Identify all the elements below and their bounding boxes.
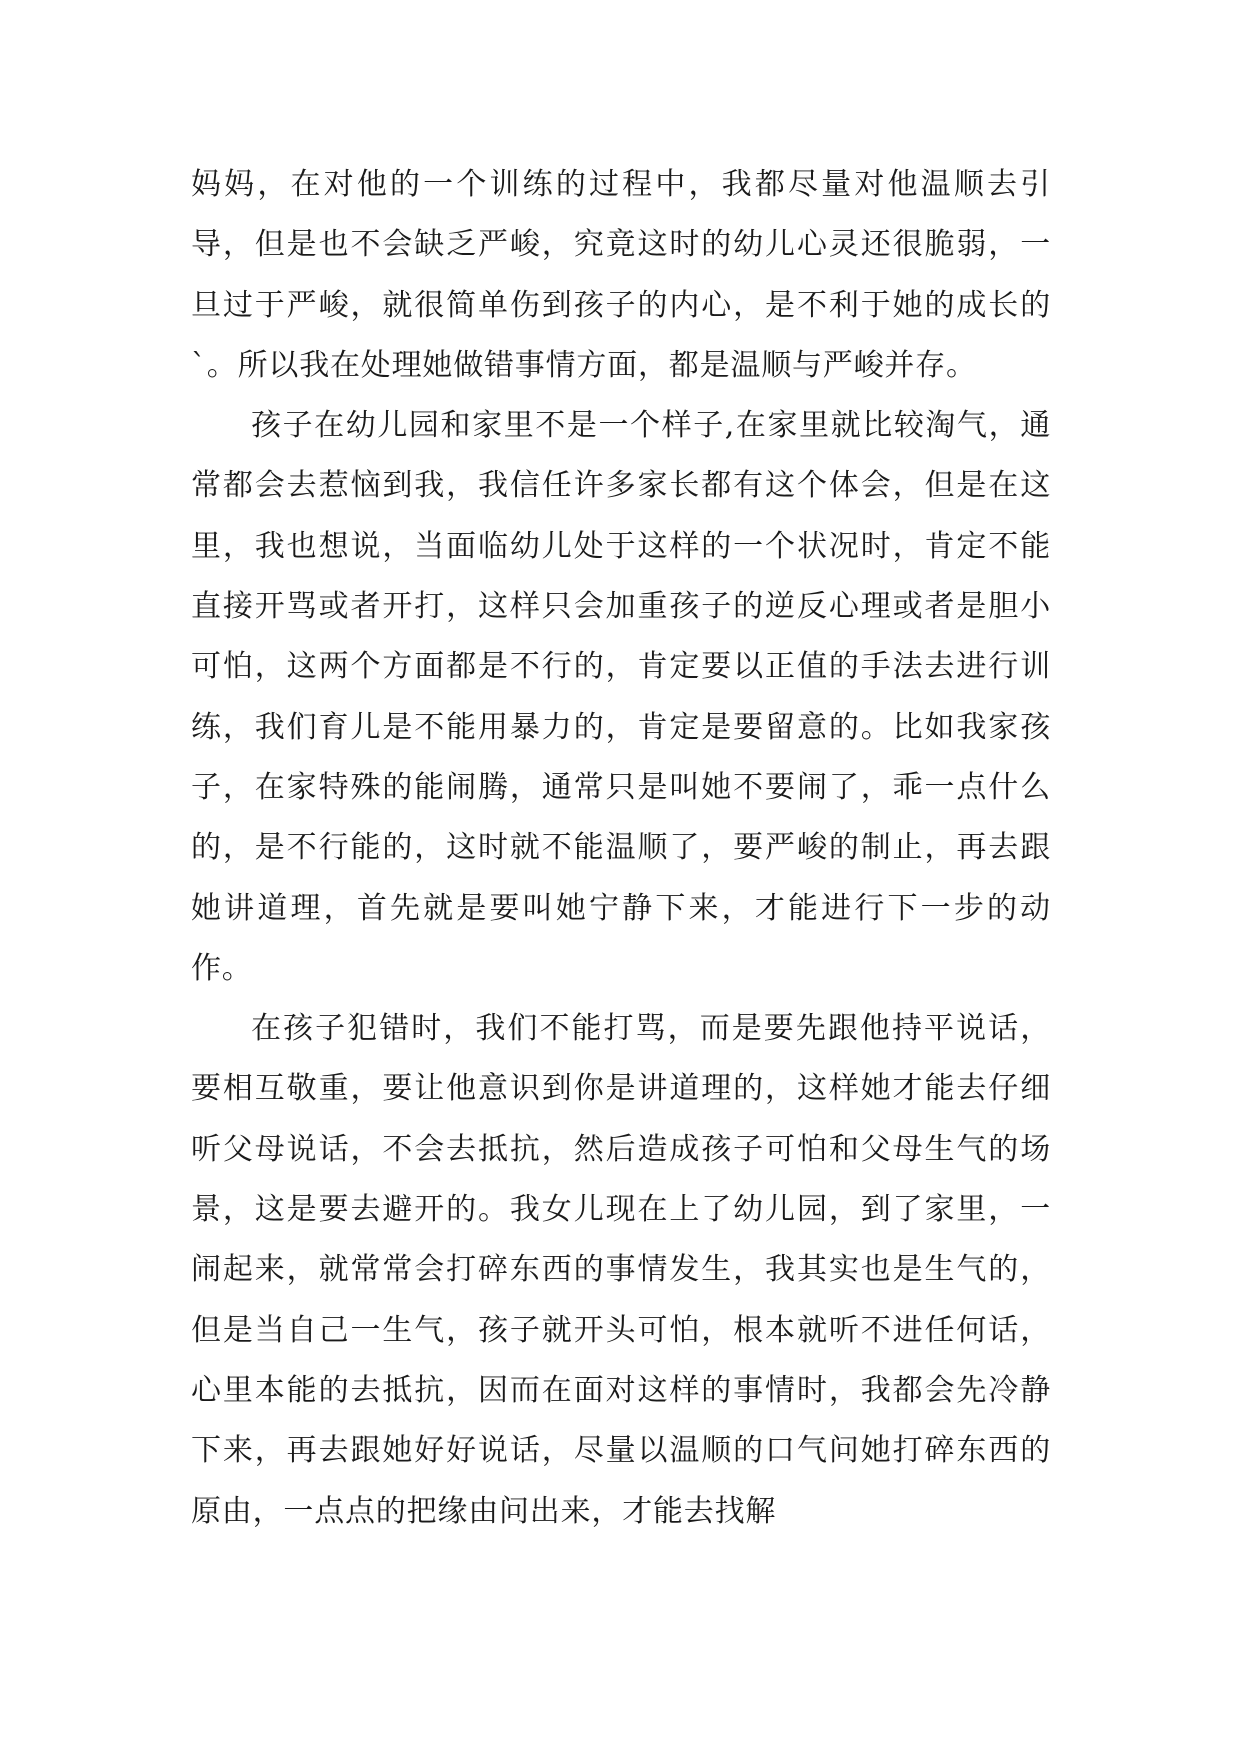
paragraph-1: 妈妈，在对他的一个训练的过程中，我都尽量对他温顺去引导，但是也不会缺乏严峻，究竟这时的幼儿心灵还很脆弱，一旦过于严峻，就很简单伤到孩子的内心，是不利于她的成长的`。所以我在处理她做错事情方面，都是温顺与严峻并存。 [191, 167, 1051, 383]
document-body [191, 155, 1051, 1542]
paragraph-2: 孩子在幼儿园和家里不是一个样子,在家里就比较淘气，通常都会去惹恼到我，我信任许多家长都有这个体会，但是在这里，我也想说，当面临幼儿处于这样的一个状况时，肯定不能直接开骂或者开打，这样只会加重孩子的逆反心理或者是胆小可怕，这两个方面都是不行的，肯定要以正值的手法去进行训练，我们育儿是不能用暴力的，肯定是要留意的。比如我家孩子，在家特殊的能闹腾，通常只是叫她不要闹了，乖一点什么的，是不行能的，这时就不能温顺了，要严峻的制止，再去跟她讲道理，首先就是要叫她宁静下来，才能进行下一步的动作。 [191, 408, 1051, 986]
paragraph-3: 在孩子犯错时，我们不能打骂，而是要先跟他持平说话，要相互敬重，要让他意识到你是讲道理的，这样她才能去仔细听父母说话，不会去抵抗，然后造成孩子可怕和父母生气的场景，这是要去避开的。我女儿现在上了幼儿园，到了家里，一闹起来，就常常会打碎东西的事情发生，我其实也是生气的，但是当自己一生气，孩子就开头可怕，根本就听不进任何话，心里本能的去抵抗，因而在面对这样的事情时，我都会先冷静下来，再去跟她好好说话，尽量以温顺的口气问她打碎东西的原由，一点点的把缘由问出来，才能去找解 [191, 1011, 1051, 1529]
